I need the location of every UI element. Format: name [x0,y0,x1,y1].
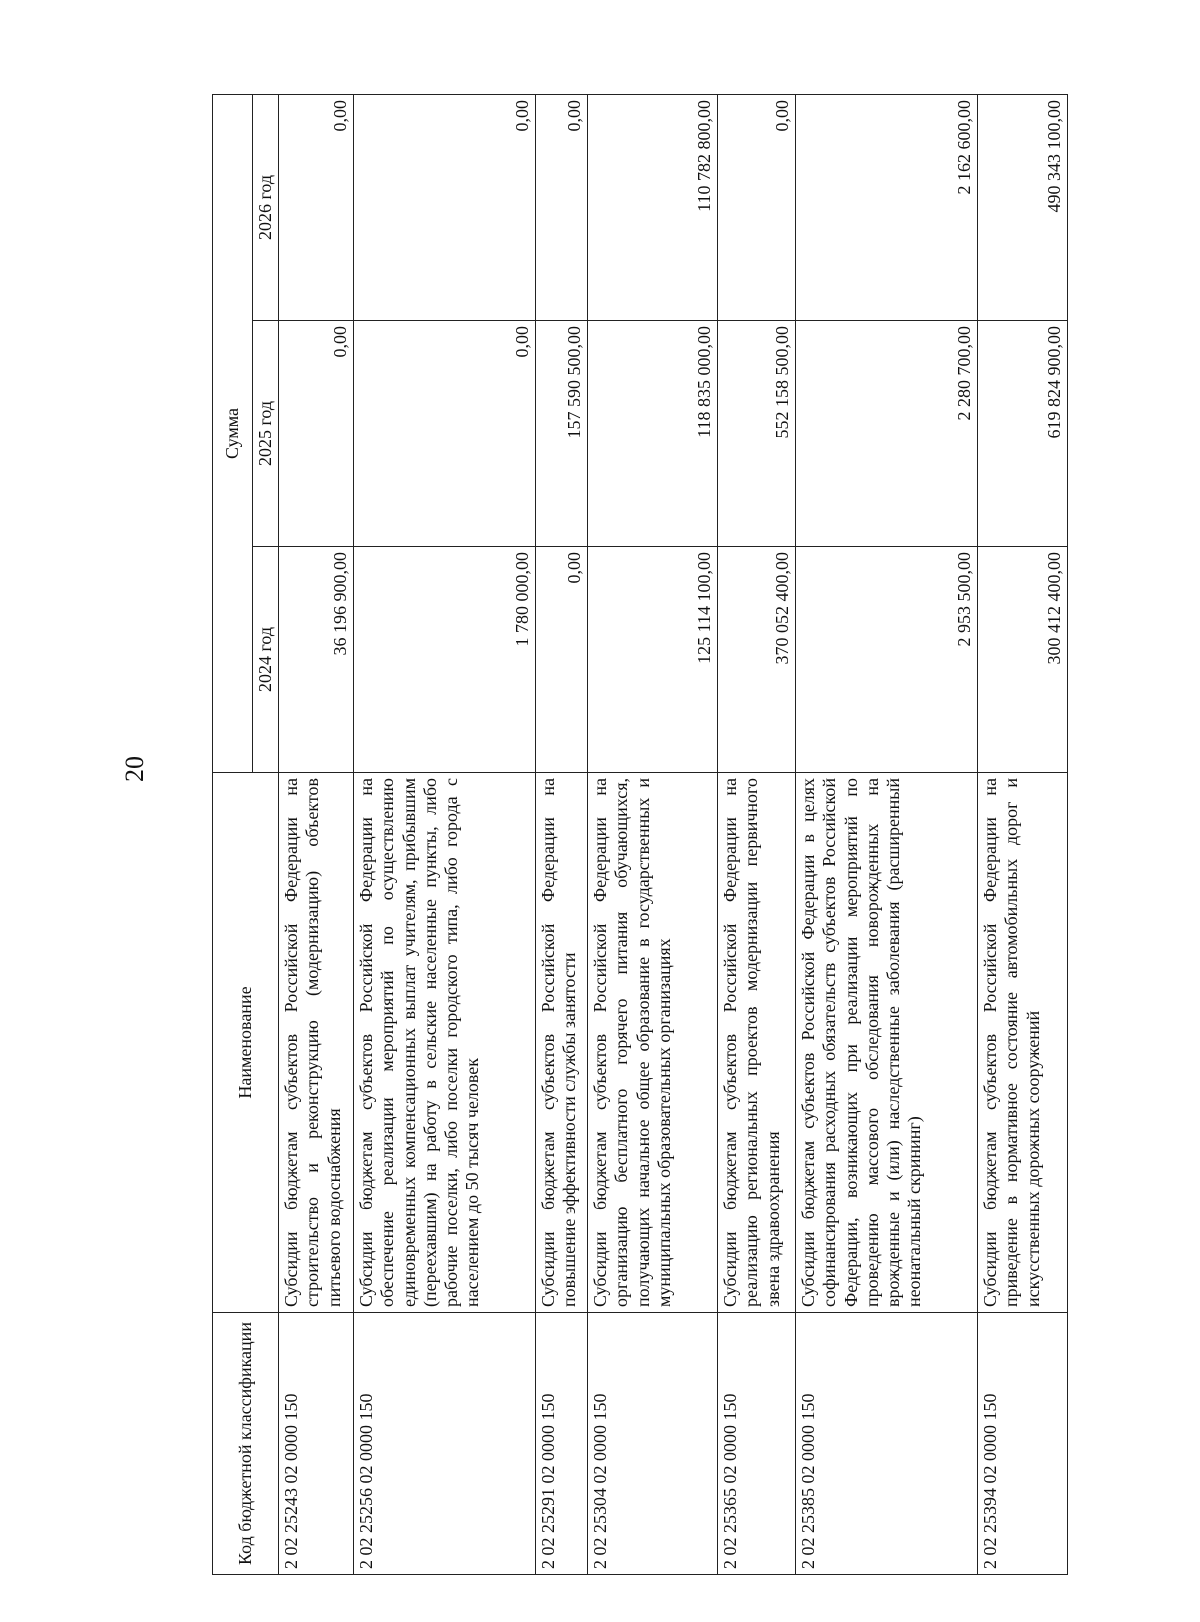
row-code: 2 02 25256 02 0000 150 [354,1313,536,1575]
row-value-2025: 157 590 500,00 [536,321,588,547]
row-name: Субсидии бюджетам субъектов Российской Федерации на повышение эффективности службы занятости [536,773,588,1313]
row-value-2025: 619 824 900,00 [978,321,1068,547]
table-wrapper [212,95,1068,1575]
row-code: 2 02 25243 02 0000 150 [279,1313,354,1575]
row-name: Субсидии бюджетам субъектов Российской Федерации на реализацию региональных проектов модернизации первичного звена здравоохранения [718,773,796,1313]
row-value-2024: 1 780 000,00 [354,547,536,773]
header-year-2025: 2025 год [253,321,279,547]
table-row [354,95,536,1575]
page-number: 20 [120,756,149,782]
row-value-2024: 370 052 400,00 [718,547,796,773]
table-row [536,95,588,1575]
row-value-2024: 0,00 [536,547,588,773]
table-row [588,95,718,1575]
row-value-2024: 2 953 500,00 [796,547,978,773]
row-value-2025: 2 280 700,00 [796,321,978,547]
row-code: 2 02 25291 02 0000 150 [536,1313,588,1575]
header-code: Код бюджетной классификации [213,1313,279,1575]
row-code: 2 02 25304 02 0000 150 [588,1313,718,1575]
table-row [718,95,796,1575]
row-value-2026: 0,00 [536,95,588,321]
header-year-2026: 2026 год [253,95,279,321]
header-name: Наименование [213,773,279,1313]
table-row [796,95,978,1575]
row-value-2025: 0,00 [354,321,536,547]
row-name: Субсидии бюджетам субъектов Российской Федерации в целях софинансирования расходных обязательств субъектов Российской Федерации, возникающих при реализации мероприятий по проведению массового обследования новорожденных на врожденные и (или) наследственные заболевания (расширенный неонатальный скрининг) [796,773,978,1313]
row-name: Субсидии бюджетам субъектов Российской Федерации на организацию бесплатного горячего питания обучающихся, получающих начальное общее образование в государственных и муниципальных образовательных организациях [588,773,718,1313]
budget-table [212,94,1068,1575]
row-name: Субсидии бюджетам субъектов Российской Федерации на строительство и реконструкцию (модернизацию) объектов питьевого водоснабжения [279,773,354,1313]
table-row [978,95,1068,1575]
row-value-2025: 552 158 500,00 [718,321,796,547]
header-year-2024: 2024 год [253,547,279,773]
row-value-2026: 490 343 100,00 [978,95,1068,321]
row-value-2026: 110 782 800,00 [588,95,718,321]
row-value-2026: 2 162 600,00 [796,95,978,321]
row-value-2026: 0,00 [354,95,536,321]
row-value-2024: 300 412 400,00 [978,547,1068,773]
row-value-2025: 118 835 000,00 [588,321,718,547]
row-name: Субсидии бюджетам субъектов Российской Федерации на обеспечение реализации мероприятий по осуществлению единовременных компенсационных выплат учителям, прибывшим (переехавшим) на работу в сельские населенные пункты, либо рабочие поселки, либо поселки городского типа, либо города с населением до 50 тысяч человек [354,773,536,1313]
row-value-2024: 125 114 100,00 [588,547,718,773]
row-value-2025: 0,00 [279,321,354,547]
row-code: 2 02 25385 02 0000 150 [796,1313,978,1575]
header-sum: Сумма [213,95,253,773]
row-code: 2 02 25394 02 0000 150 [978,1313,1068,1575]
row-name: Субсидии бюджетам субъектов Российской Федерации на приведение в нормативное состояние автомобильных дорог и искусственных дорожных сооружений [978,773,1068,1313]
row-code: 2 02 25365 02 0000 150 [718,1313,796,1575]
row-value-2024: 36 196 900,00 [279,547,354,773]
row-value-2026: 0,00 [718,95,796,321]
table-row [279,95,354,1575]
row-value-2026: 0,00 [279,95,354,321]
